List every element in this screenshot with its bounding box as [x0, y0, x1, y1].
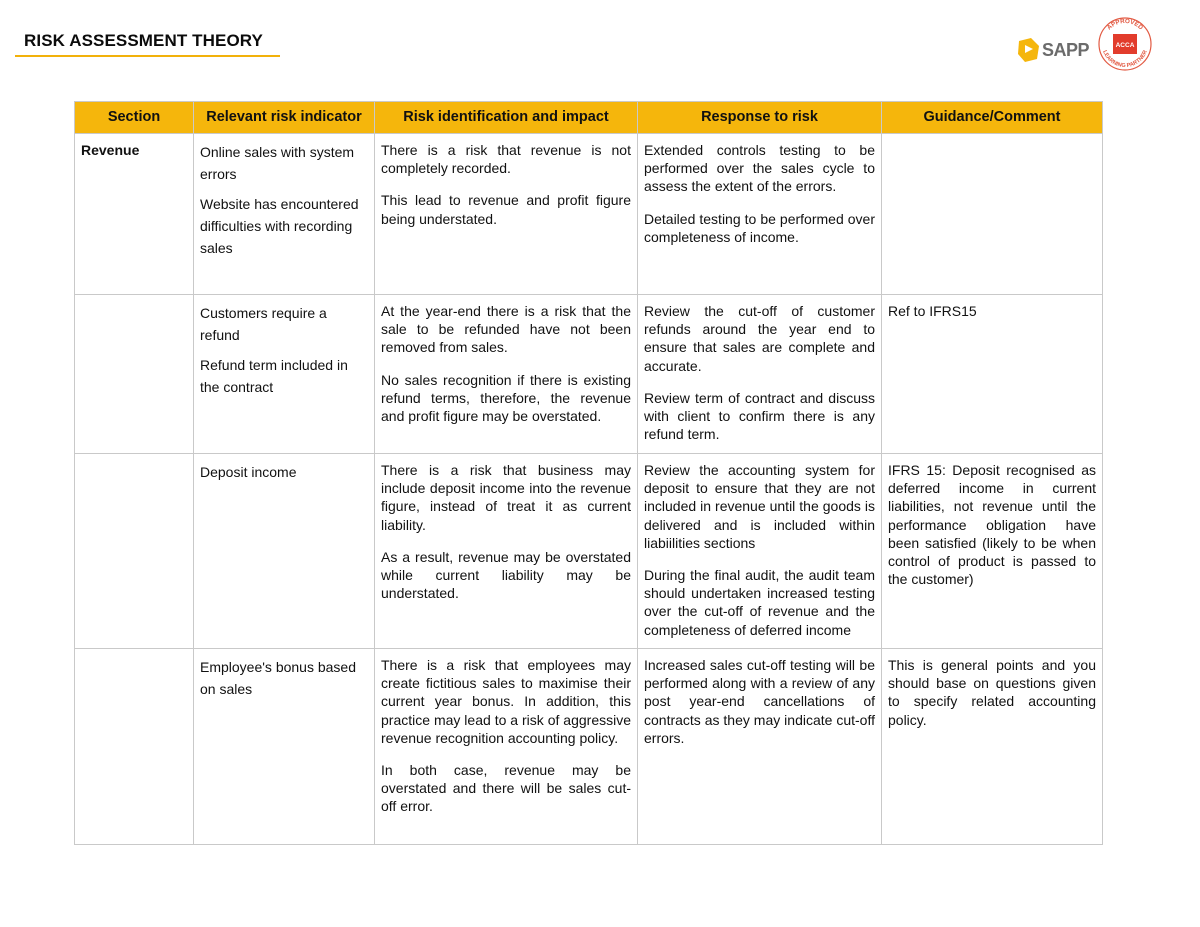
response-cell — [638, 454, 882, 649]
table-row — [75, 649, 1103, 845]
risk-impact-text: There is a risk that business may include deposit income into the revenue figure, instead of treat it as current liability. — [381, 462, 631, 533]
response-text: Review the cut-off of customer refunds around the year end to ensure that sales are complete and accurate. — [644, 303, 875, 374]
guidance-cell — [882, 134, 1103, 295]
risk-indicator-text: Online sales with system errors — [200, 144, 355, 182]
risk-impact-text: This lead to revenue and profit figure being understated. — [381, 192, 631, 227]
table-row — [75, 295, 1103, 454]
risk-indicator-cell — [194, 649, 375, 845]
risk-impact-text: At the year-end there is a risk that the sale to be refunded have not been removed from sales. — [381, 303, 631, 356]
risk-impact-cell — [375, 649, 638, 845]
response-text: Review the accounting system for deposit to ensure that they are not included in revenue until the goods is delivered and is included within liabiilities sections — [644, 462, 875, 551]
risk-impact-text: There is a risk that revenue is not completely recorded. — [381, 142, 631, 177]
guidance-text: IFRS 15: Deposit recognised as deferred income in current liabilities, not revenue until the performance obligation have been satisfied (likely to be when control of product is passed to the customer) — [888, 462, 1096, 588]
acca-logo-text: ACCA — [1115, 42, 1135, 49]
sapp-mark-icon — [1017, 37, 1041, 63]
guidance-text: This is general points and you should base on questions given to specify related accounting policy. — [888, 657, 1096, 728]
guidance-cell — [882, 454, 1103, 649]
svg-text:APPROVED: APPROVED — [1105, 17, 1145, 32]
sapp-logo — [1017, 33, 1090, 67]
column-header: Relevant risk indicator — [194, 102, 375, 134]
section-cell — [75, 454, 194, 649]
svg-text:LEARNING PARTNER: LEARNING PARTNER — [1101, 49, 1149, 70]
risk-indicator-text: Deposit income — [200, 464, 297, 480]
risk-impact-text: As a result, revenue may be overstated while current liability may be understated. — [381, 548, 631, 602]
risk-indicator-text: Employee's bonus based on sales — [200, 659, 356, 697]
risk-indicator-text: Refund term included in the contract — [200, 357, 348, 395]
table-row — [75, 134, 1103, 295]
acca-approved-logo — [1096, 15, 1154, 73]
response-text: Extended controls testing to be performed over the sales cycle to assess the extent of the errors. — [644, 142, 875, 195]
section-cell: Revenue — [75, 134, 194, 295]
column-header: Response to risk — [638, 102, 882, 134]
risk-impact-cell — [375, 134, 638, 295]
column-header: Section — [75, 102, 194, 134]
risk-indicator-text: Customers require a refund — [200, 305, 327, 343]
table-row — [75, 454, 1103, 649]
page-title: RISK ASSESSMENT THEORY — [24, 31, 263, 50]
response-text: Detailed testing to be performed over completeness of income. — [644, 210, 875, 245]
risk-impact-text: No sales recognition if there is existing refund terms, therefore, the revenue and profit figure may be overstated. — [381, 371, 631, 424]
response-cell — [638, 134, 882, 295]
risk-indicator-cell — [194, 295, 375, 454]
guidance-cell — [882, 649, 1103, 845]
column-header: Guidance/Comment — [882, 102, 1103, 134]
risk-impact-text: In both case, revenue may be overstated and there will be sales cut-off error. — [381, 761, 631, 815]
section-cell — [75, 649, 194, 845]
risk-indicator-cell — [194, 454, 375, 649]
guidance-text: Ref to IFRS15 — [888, 303, 977, 319]
response-text: Review term of contract and discuss with client to confirm there is any refund term. — [644, 389, 875, 443]
response-text: During the final audit, the audit team should undertaken increased testing over the cut-off of revenue and the completeness of deferred income — [644, 566, 875, 638]
response-cell — [638, 295, 882, 454]
risk-impact-text: There is a risk that employees may create fictitious sales to maximise their current year bonus. In addition, this practice may lead to a risk of aggressive revenue recognition accounting policy. — [381, 657, 631, 746]
column-header: Risk identification and impact — [375, 102, 638, 134]
risk-assessment-table — [74, 101, 1103, 845]
guidance-cell — [882, 295, 1103, 454]
risk-indicator-text: Website has encountered difficulties with recording sales — [200, 196, 359, 256]
response-text: Increased sales cut-off testing will be performed along with a review of any post year-end cancellations of contracts as they may indicate cut-off errors. — [644, 657, 875, 746]
sapp-logo-text: SAPP — [1042, 40, 1090, 60]
table-header-row — [75, 102, 1103, 134]
response-cell — [638, 649, 882, 845]
section-cell — [75, 295, 194, 454]
risk-impact-cell — [375, 295, 638, 454]
risk-impact-cell — [375, 454, 638, 649]
title-underline — [15, 55, 280, 57]
risk-indicator-cell — [194, 134, 375, 295]
